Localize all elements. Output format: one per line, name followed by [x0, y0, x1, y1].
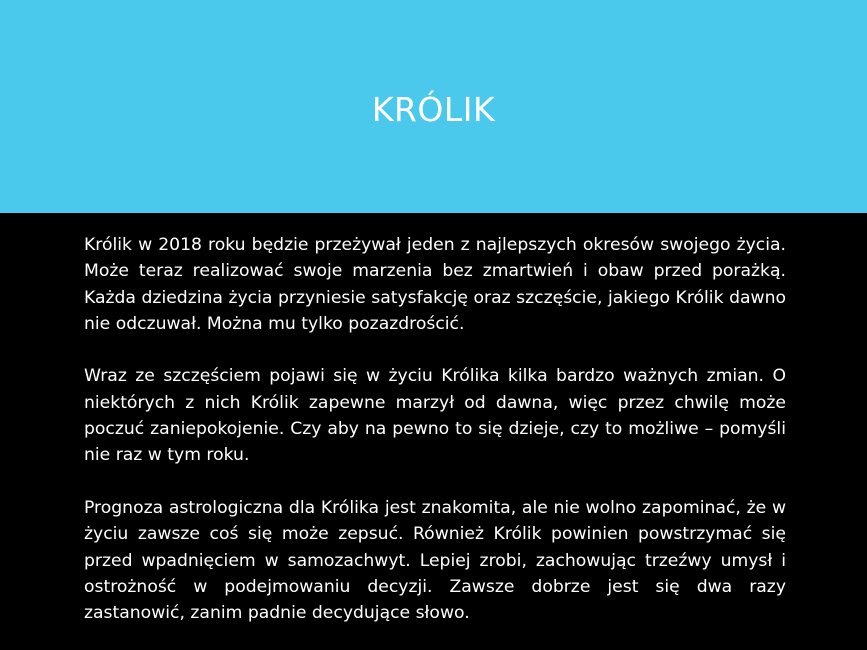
title-banner [0, 0, 867, 213]
paragraph-1: Królik w 2018 roku będzie przeżywał jeden z najlepszych okresów swojego życia. Może teraz realizować swoje marzenia bez zmartwień i obaw przed porażką. Każda dziedzina życia przyniesie satysfakcję oraz szczęście, jakiego Królik dawno nie odczuwał. Można mu tylko pozazdrościć. [84, 235, 786, 334]
slide-title: KRÓLIK [371, 90, 496, 129]
slide-body [84, 232, 786, 650]
paragraph-3: Prognoza astrologiczna dla Królika jest znakomita, ale nie wolno zapominać, że w życiu zawsze coś się może zepsuć. Również Królik powinien powstrzymać się przed wpadnięciem w samozachwyt. Lepiej zrobi, zachowując trzeźwy umysł i ostrożność w podejmowaniu decyzji. Zawsze dobrze jest się dwa razy zastanowić, zanim padnie decydujące słowo. [84, 497, 786, 624]
paragraph-2: Wraz ze szczęściem pojawi się w życiu Królika kilka bardzo ważnych zmian. O niektórych z nich Królik zapewne marzył od dawna, więc przez chwilę może poczuć zaniepokojenie. Czy aby na pewno to się dzieje, czy to możliwe – pomyśli nie raz w tym roku. [84, 366, 786, 466]
